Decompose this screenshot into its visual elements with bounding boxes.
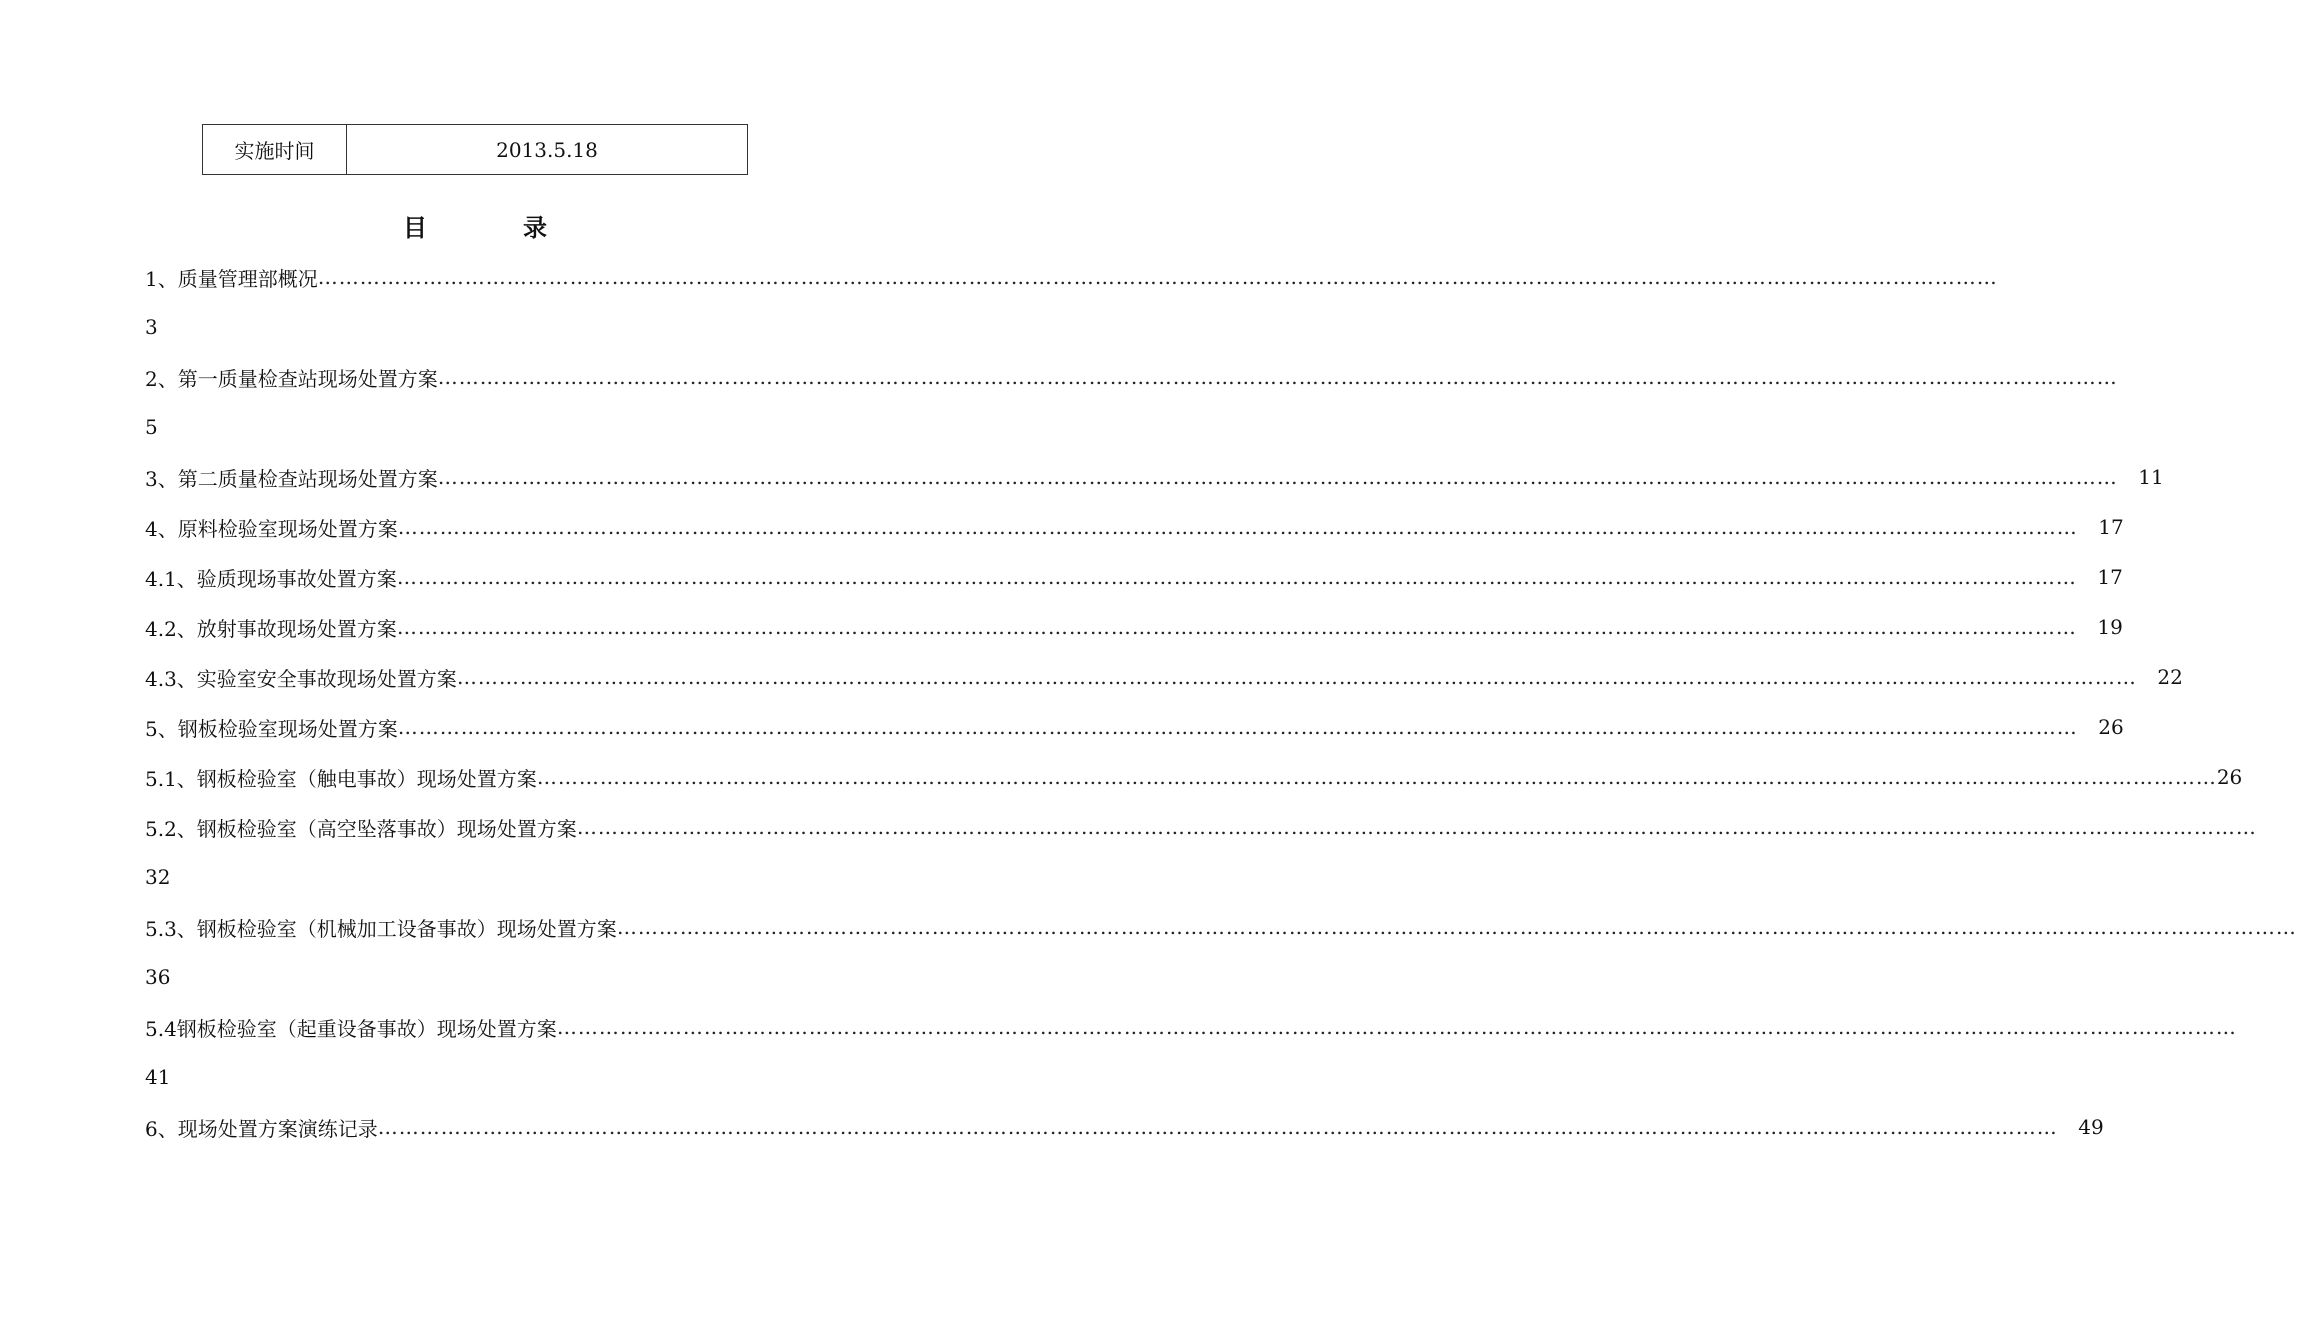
toc-entry-label: 5.1、钢板检验室（触电事故）现场处置方案 bbox=[145, 766, 537, 791]
toc-entry-page-number: 26 bbox=[2098, 715, 2124, 739]
implementation-time-value: 2013.5.18 bbox=[496, 137, 598, 162]
toc-entry-leader-dots: …………………………………………………………………………………………………………………………………………………………………………………………………………………… bbox=[456, 665, 2137, 689]
toc-entry-leader-dots: …………………………………………………………………………………………………………………………………………………………………………………………………………………… bbox=[576, 815, 2257, 839]
toc-entry-leader-dots: …………………………………………………………………………………………………………………………………………………………………………………………………………………… bbox=[397, 515, 2078, 539]
toc-entry-page-number: 17 bbox=[2097, 565, 2123, 589]
toc-entry-leader-dots: …………………………………………………………………………………………………………………………………………………………………………………………………………………… bbox=[437, 465, 2118, 489]
toc-entry-leader-dots: …………………………………………………………………………………………………………………………………………………………………………………………………………………… bbox=[616, 915, 2297, 939]
toc-entry[interactable] bbox=[145, 652, 2183, 702]
toc-entry-leader-dots: …………………………………………………………………………………………………………………………………………………………………………………………………………………… bbox=[397, 715, 2078, 739]
toc-entry[interactable] bbox=[145, 952, 803, 1002]
toc-entry[interactable] bbox=[145, 852, 803, 902]
toc-entry-label: 5.4钢板检验室（起重设备事故）现场处置方案 bbox=[145, 1016, 557, 1041]
toc-entry-page-number: 11 bbox=[2138, 465, 2164, 489]
toc-entry-label: 5 bbox=[145, 415, 158, 439]
toc-entry-page-number: 49 bbox=[2078, 1115, 2104, 1139]
implementation-time-table bbox=[202, 124, 748, 175]
toc-entry-label: 36 bbox=[145, 965, 171, 989]
toc-entry-leader-dots: …………………………………………………………………………………………………………………………………………………………………………………………………………………… bbox=[437, 365, 2118, 389]
toc-entry[interactable] bbox=[145, 452, 2164, 502]
toc-entry-page-number: 17 bbox=[2098, 515, 2124, 539]
toc-entry-leader-dots: …………………………………………………………………………………………………………………………………………………………………………………………………………………… bbox=[396, 565, 2077, 589]
toc-entry-label: 3、第二质量检查站现场处置方案 bbox=[145, 466, 438, 491]
toc-entry-label: 5.3、钢板检验室（机械加工设备事故）现场处置方案 bbox=[145, 916, 617, 941]
toc-entry[interactable] bbox=[145, 552, 2123, 602]
toc-entry[interactable] bbox=[145, 752, 2243, 802]
toc-entry[interactable] bbox=[145, 1002, 2237, 1052]
toc-entry-label: 1、质量管理部概况 bbox=[145, 266, 318, 291]
toc-entry[interactable] bbox=[145, 352, 2118, 402]
table-of-contents bbox=[145, 252, 2297, 1152]
toc-entry-label: 4.1、验质现场事故处置方案 bbox=[145, 566, 397, 591]
toc-title-char-2: 录 bbox=[523, 213, 547, 242]
toc-entry-leader-dots: …………………………………………………………………………………………………………………………………………………………………………………………………………………… bbox=[536, 765, 2217, 789]
toc-entry-label: 41 bbox=[145, 1065, 171, 1089]
toc-title-char-1: 目 bbox=[403, 213, 427, 242]
toc-entry-label: 5.2、钢板检验室（高空坠落事故）现场处置方案 bbox=[145, 816, 577, 841]
toc-entry-label: 3 bbox=[145, 315, 158, 339]
toc-entry[interactable] bbox=[145, 502, 2124, 552]
toc-entry-leader-dots: …………………………………………………………………………………………………………………………………………………………………………………………………………………… bbox=[556, 1015, 2237, 1039]
toc-entry[interactable] bbox=[145, 802, 2257, 852]
toc-entry-label: 4.3、实验室安全事故现场处置方案 bbox=[145, 666, 457, 691]
toc-entry-label: 4、原料检验室现场处置方案 bbox=[145, 516, 398, 541]
toc-entry-label: 32 bbox=[145, 865, 171, 889]
toc-entry-label: 2、第一质量检查站现场处置方案 bbox=[145, 366, 438, 391]
toc-title bbox=[0, 208, 950, 248]
toc-entry-page-number: 22 bbox=[2157, 665, 2183, 689]
toc-entry[interactable] bbox=[145, 1052, 803, 1102]
toc-entry-label: 6、现场处置方案演练记录 bbox=[145, 1116, 378, 1141]
toc-entry-page-number: 26 bbox=[2216, 765, 2243, 789]
toc-entry[interactable] bbox=[145, 302, 803, 352]
toc-entry[interactable] bbox=[145, 252, 1998, 302]
toc-entry[interactable] bbox=[145, 402, 803, 452]
toc-entry-label: 5、钢板检验室现场处置方案 bbox=[145, 716, 398, 741]
toc-entry-leader-dots: …………………………………………………………………………………………………………………………………………………………………………………………………………………… bbox=[377, 1115, 2058, 1139]
toc-entry-page-number: 19 bbox=[2097, 615, 2123, 639]
toc-entry-leader-dots: …………………………………………………………………………………………………………………………………………………………………………………………………………………… bbox=[317, 265, 1998, 289]
toc-entry-leader-dots: …………………………………………………………………………………………………………………………………………………………………………………………………………………… bbox=[396, 615, 2077, 639]
toc-entry[interactable] bbox=[145, 702, 2124, 752]
toc-entry-label: 4.2、放射事故现场处置方案 bbox=[145, 616, 397, 641]
toc-entry[interactable] bbox=[145, 602, 2123, 652]
implementation-time-label: 实施时间 bbox=[203, 125, 347, 174]
toc-entry[interactable] bbox=[145, 902, 2297, 952]
toc-entry[interactable] bbox=[145, 1102, 2104, 1152]
